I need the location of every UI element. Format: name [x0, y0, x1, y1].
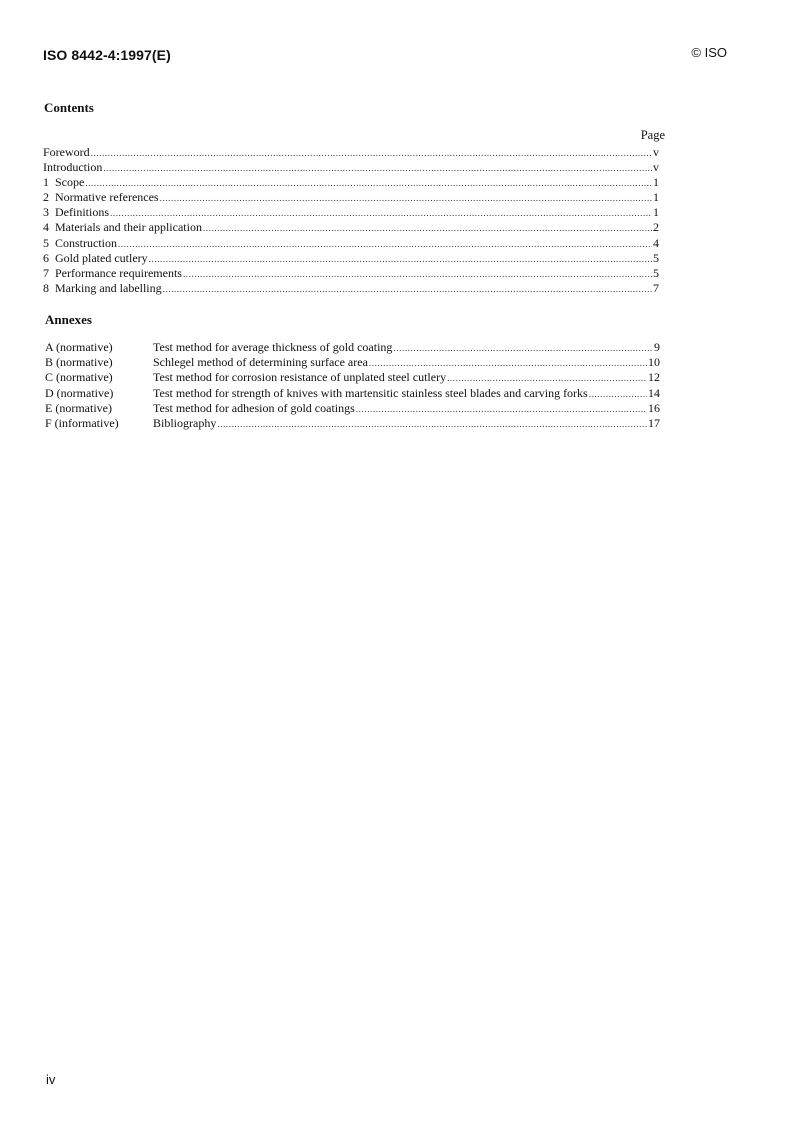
toc-entry-title: [43, 251, 148, 266]
annex-title: Test method for strength of knives with martensitic stainless steel blades and carving forks: [153, 385, 588, 400]
toc-entry-number: 7: [43, 265, 49, 280]
annex-page: 14: [648, 385, 660, 400]
toc-entry-page: v: [653, 145, 659, 159]
leader-dots: [589, 386, 647, 401]
annex-title: Test method for adhesion of gold coatings: [153, 400, 355, 415]
leader-dots: [369, 355, 647, 370]
annex-entry-d[interactable]: [45, 386, 660, 401]
leader-dots: [118, 236, 652, 251]
toc-entry-number: 2: [43, 190, 49, 205]
leader-dots: [160, 190, 652, 205]
toc-entry-text: Gold plated cutlery: [55, 250, 148, 265]
toc-entry-performance-requirements[interactable]: [43, 266, 659, 281]
toc-entry-text: Materials and their application: [55, 220, 202, 235]
toc-entry-page: 1: [653, 190, 659, 205]
annex-page: 10: [648, 355, 660, 370]
toc-entry-title: [43, 281, 162, 296]
annex-title: Schlegel method of determining surface area: [153, 355, 368, 370]
standard-id: ISO 8442-4:1997(E): [43, 47, 171, 63]
annex-title: Bibliography: [153, 415, 217, 430]
toc-entry-definitions[interactable]: [43, 205, 659, 220]
annex-label: F (informative): [45, 415, 119, 430]
toc-entry-foreword[interactable]: [43, 145, 659, 160]
leader-dots: [103, 160, 652, 175]
toc-entry-page: 4: [653, 235, 659, 250]
toc-entry-text: Marking and labelling: [55, 280, 162, 295]
toc-entry-title: Foreword: [43, 145, 90, 159]
toc-entry-page: 2: [653, 220, 659, 235]
leader-dots: [91, 145, 652, 160]
annex-title: Test method for average thickness of gold coating: [153, 340, 393, 354]
contents-title: Contents: [44, 100, 94, 115]
leader-dots: [217, 416, 647, 431]
leader-dots: [183, 266, 652, 281]
toc-entry-title: [43, 220, 202, 235]
leader-dots: [356, 401, 647, 416]
toc-entry-title: [43, 236, 117, 251]
toc-entry-number: 6: [43, 250, 49, 265]
toc-entry-page: v: [653, 160, 659, 175]
leader-dots: [447, 370, 647, 385]
annex-entry-c[interactable]: [45, 370, 660, 385]
annexes-title: Annexes: [45, 312, 92, 327]
page-number: iv: [46, 1072, 56, 1087]
leader-dots: [163, 281, 652, 296]
toc-entry-page: 7: [653, 280, 659, 295]
leader-dots: [85, 175, 652, 190]
annex-list: [45, 340, 660, 431]
annex-label: B (normative): [45, 355, 113, 370]
toc-entry-text: Construction: [55, 235, 117, 250]
toc-entry-page: 5: [653, 265, 659, 280]
annex-entry-b[interactable]: [45, 355, 660, 370]
toc-entry-page: 1: [653, 205, 659, 220]
annex-entry-f[interactable]: [45, 416, 660, 431]
annex-label: D (normative): [45, 385, 114, 400]
toc-entry-text: Definitions: [55, 205, 109, 220]
annex-entry-e[interactable]: [45, 401, 660, 416]
toc-entry-construction[interactable]: [43, 236, 659, 251]
toc-entry-title: [43, 205, 109, 220]
annex-label: A (normative): [45, 340, 113, 354]
toc-entry-title: Introduction: [43, 160, 103, 175]
toc-entry-number: 1: [43, 175, 49, 190]
toc-entry-text: Scope: [55, 175, 85, 190]
annex-entry-a[interactable]: [45, 340, 660, 355]
leader-dots: [149, 251, 652, 266]
annex-page: 17: [648, 415, 660, 430]
toc-entry-title: [43, 190, 159, 205]
toc-entry-page: 5: [653, 250, 659, 265]
toc-entry-title: [43, 175, 84, 190]
annex-page: 12: [648, 370, 660, 385]
leader-dots: [110, 205, 652, 220]
toc-entry-normative-references[interactable]: [43, 190, 659, 205]
toc-entry-number: 4: [43, 220, 49, 235]
toc-entry-text: Normative references: [55, 190, 159, 205]
toc-entry-introduction[interactable]: [43, 160, 659, 175]
toc-entry-scope[interactable]: [43, 175, 659, 190]
toc-list: [43, 145, 659, 296]
toc-entry-number: 8: [43, 280, 49, 295]
annex-label: C (normative): [45, 370, 113, 385]
annex-page: 16: [648, 400, 660, 415]
toc-entry-materials[interactable]: [43, 220, 659, 235]
page-column-label: Page: [640, 128, 665, 142]
toc-entry-number: 5: [43, 235, 49, 250]
toc-entry-page: 1: [653, 175, 659, 190]
leader-dots: [393, 340, 653, 355]
toc-entry-marking-and-labelling[interactable]: [43, 281, 659, 296]
annex-label: E (normative): [45, 400, 112, 415]
annex-title: Test method for corrosion resistance of unplated steel cutlery: [153, 370, 447, 385]
copyright-notice: © ISO: [691, 45, 727, 60]
toc-entry-text: Performance requirements: [55, 265, 182, 280]
toc-entry-title: [43, 266, 182, 281]
annex-page: 9: [654, 340, 660, 354]
toc-entry-number: 3: [43, 205, 49, 220]
toc-entry-gold-plated-cutlery[interactable]: [43, 251, 659, 266]
leader-dots: [203, 220, 652, 235]
